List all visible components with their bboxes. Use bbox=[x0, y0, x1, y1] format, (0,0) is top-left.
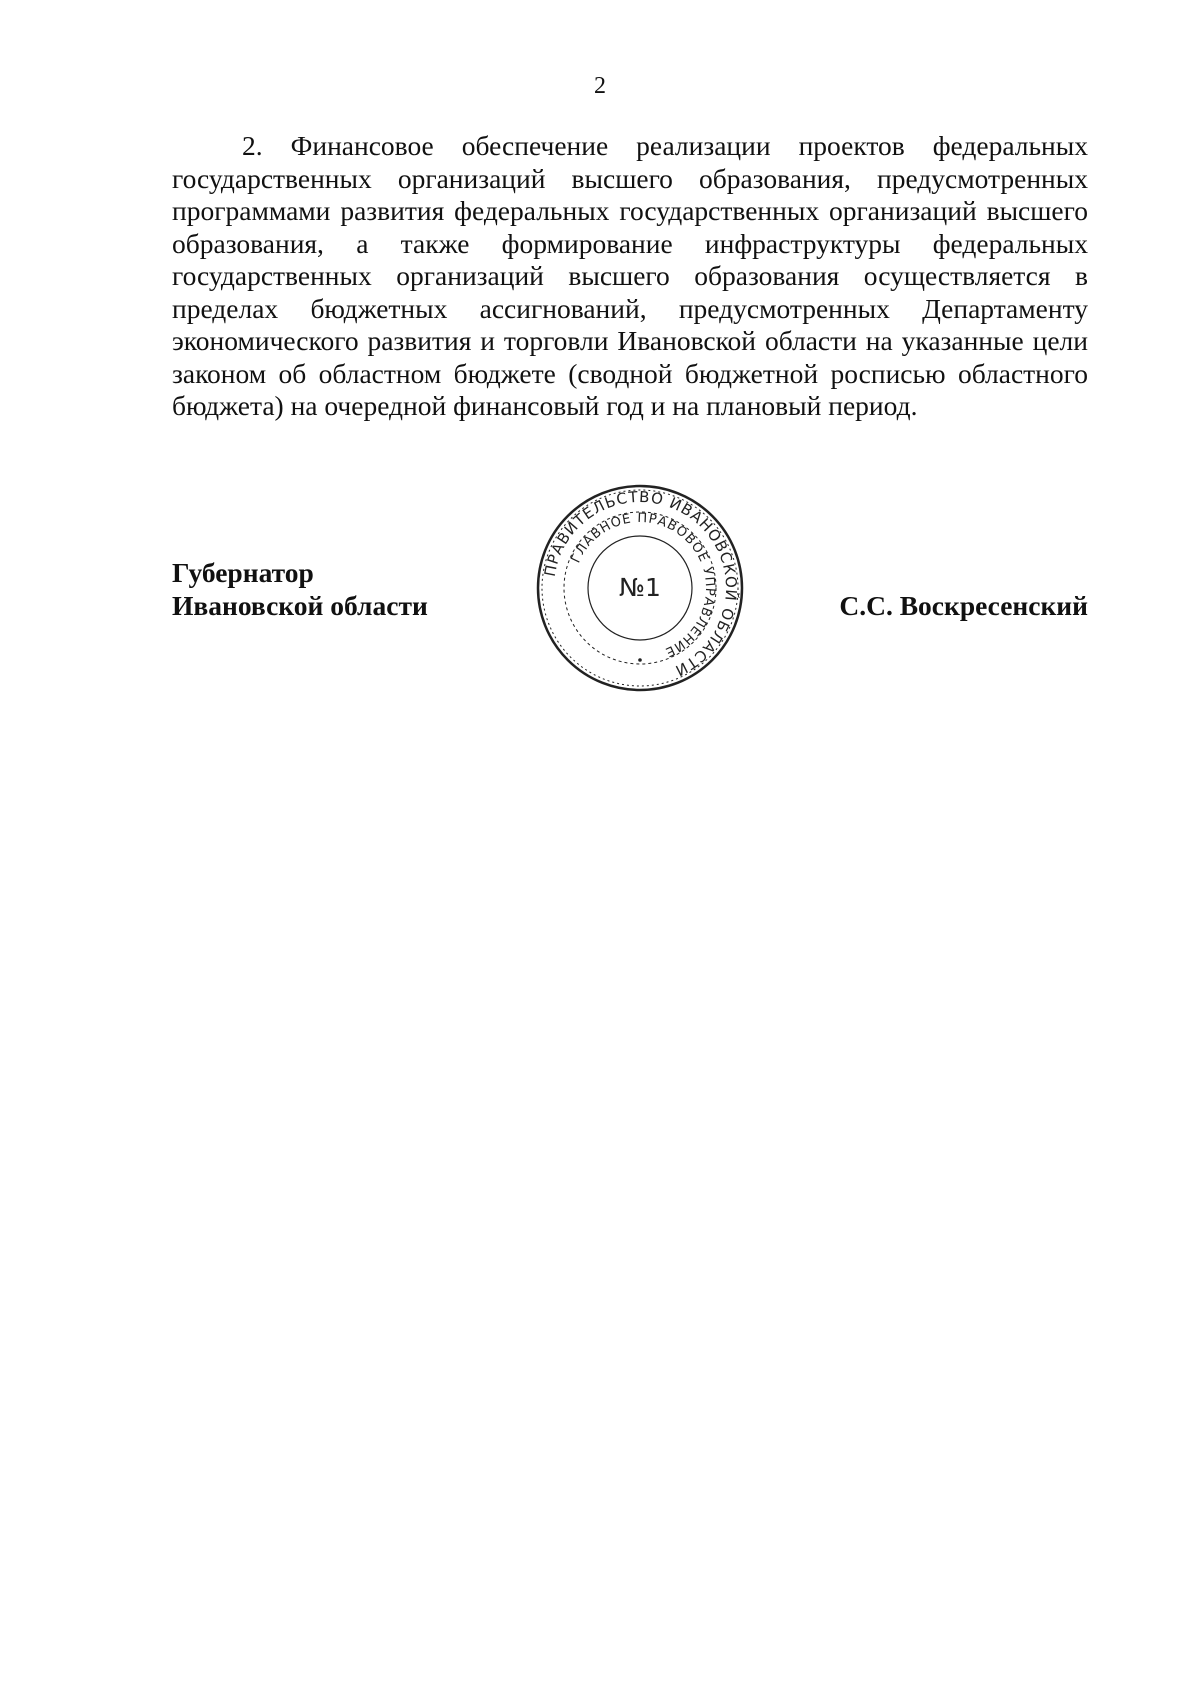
signatory-position bbox=[172, 556, 428, 622]
seal-center-text: №1 bbox=[619, 573, 661, 602]
signatory-name: С.С. Воскресенский bbox=[839, 590, 1088, 621]
official-seal bbox=[534, 482, 746, 694]
page-number: 2 bbox=[594, 73, 606, 99]
signatory-position-line1: Губернатор bbox=[172, 557, 314, 588]
signatory-position-line2: Ивановской области bbox=[172, 590, 428, 621]
seal-inner-textpath: ГЛАВНОЕ ПРАВОВОЕ УПРАВЛЕНИЕ bbox=[568, 510, 718, 660]
seal-icon bbox=[534, 482, 746, 694]
paragraph-financing: 2. Финансовое обеспечение реализации проектов федеральных государственных организаций высшего образования, предусмотренных программами развития федеральных государственных организаций высшего образования, а также формирование инфраструктуры федеральных государственных организаций высшего образования осуществляется в пределах бюджетных ассигнований, предусмотренных Департаменту экономического развития и торговли Ивановской области на указанные цели законом об областном бюджете (сводной бюджетной росписью областного бюджета) на очередной финансовый год и на плановый период. bbox=[172, 130, 1088, 421]
seal-outer-textpath: ПРАВИТЕЛЬСТВО ИВАНОВСКОЙ ОБЛАСТИ bbox=[540, 487, 741, 680]
